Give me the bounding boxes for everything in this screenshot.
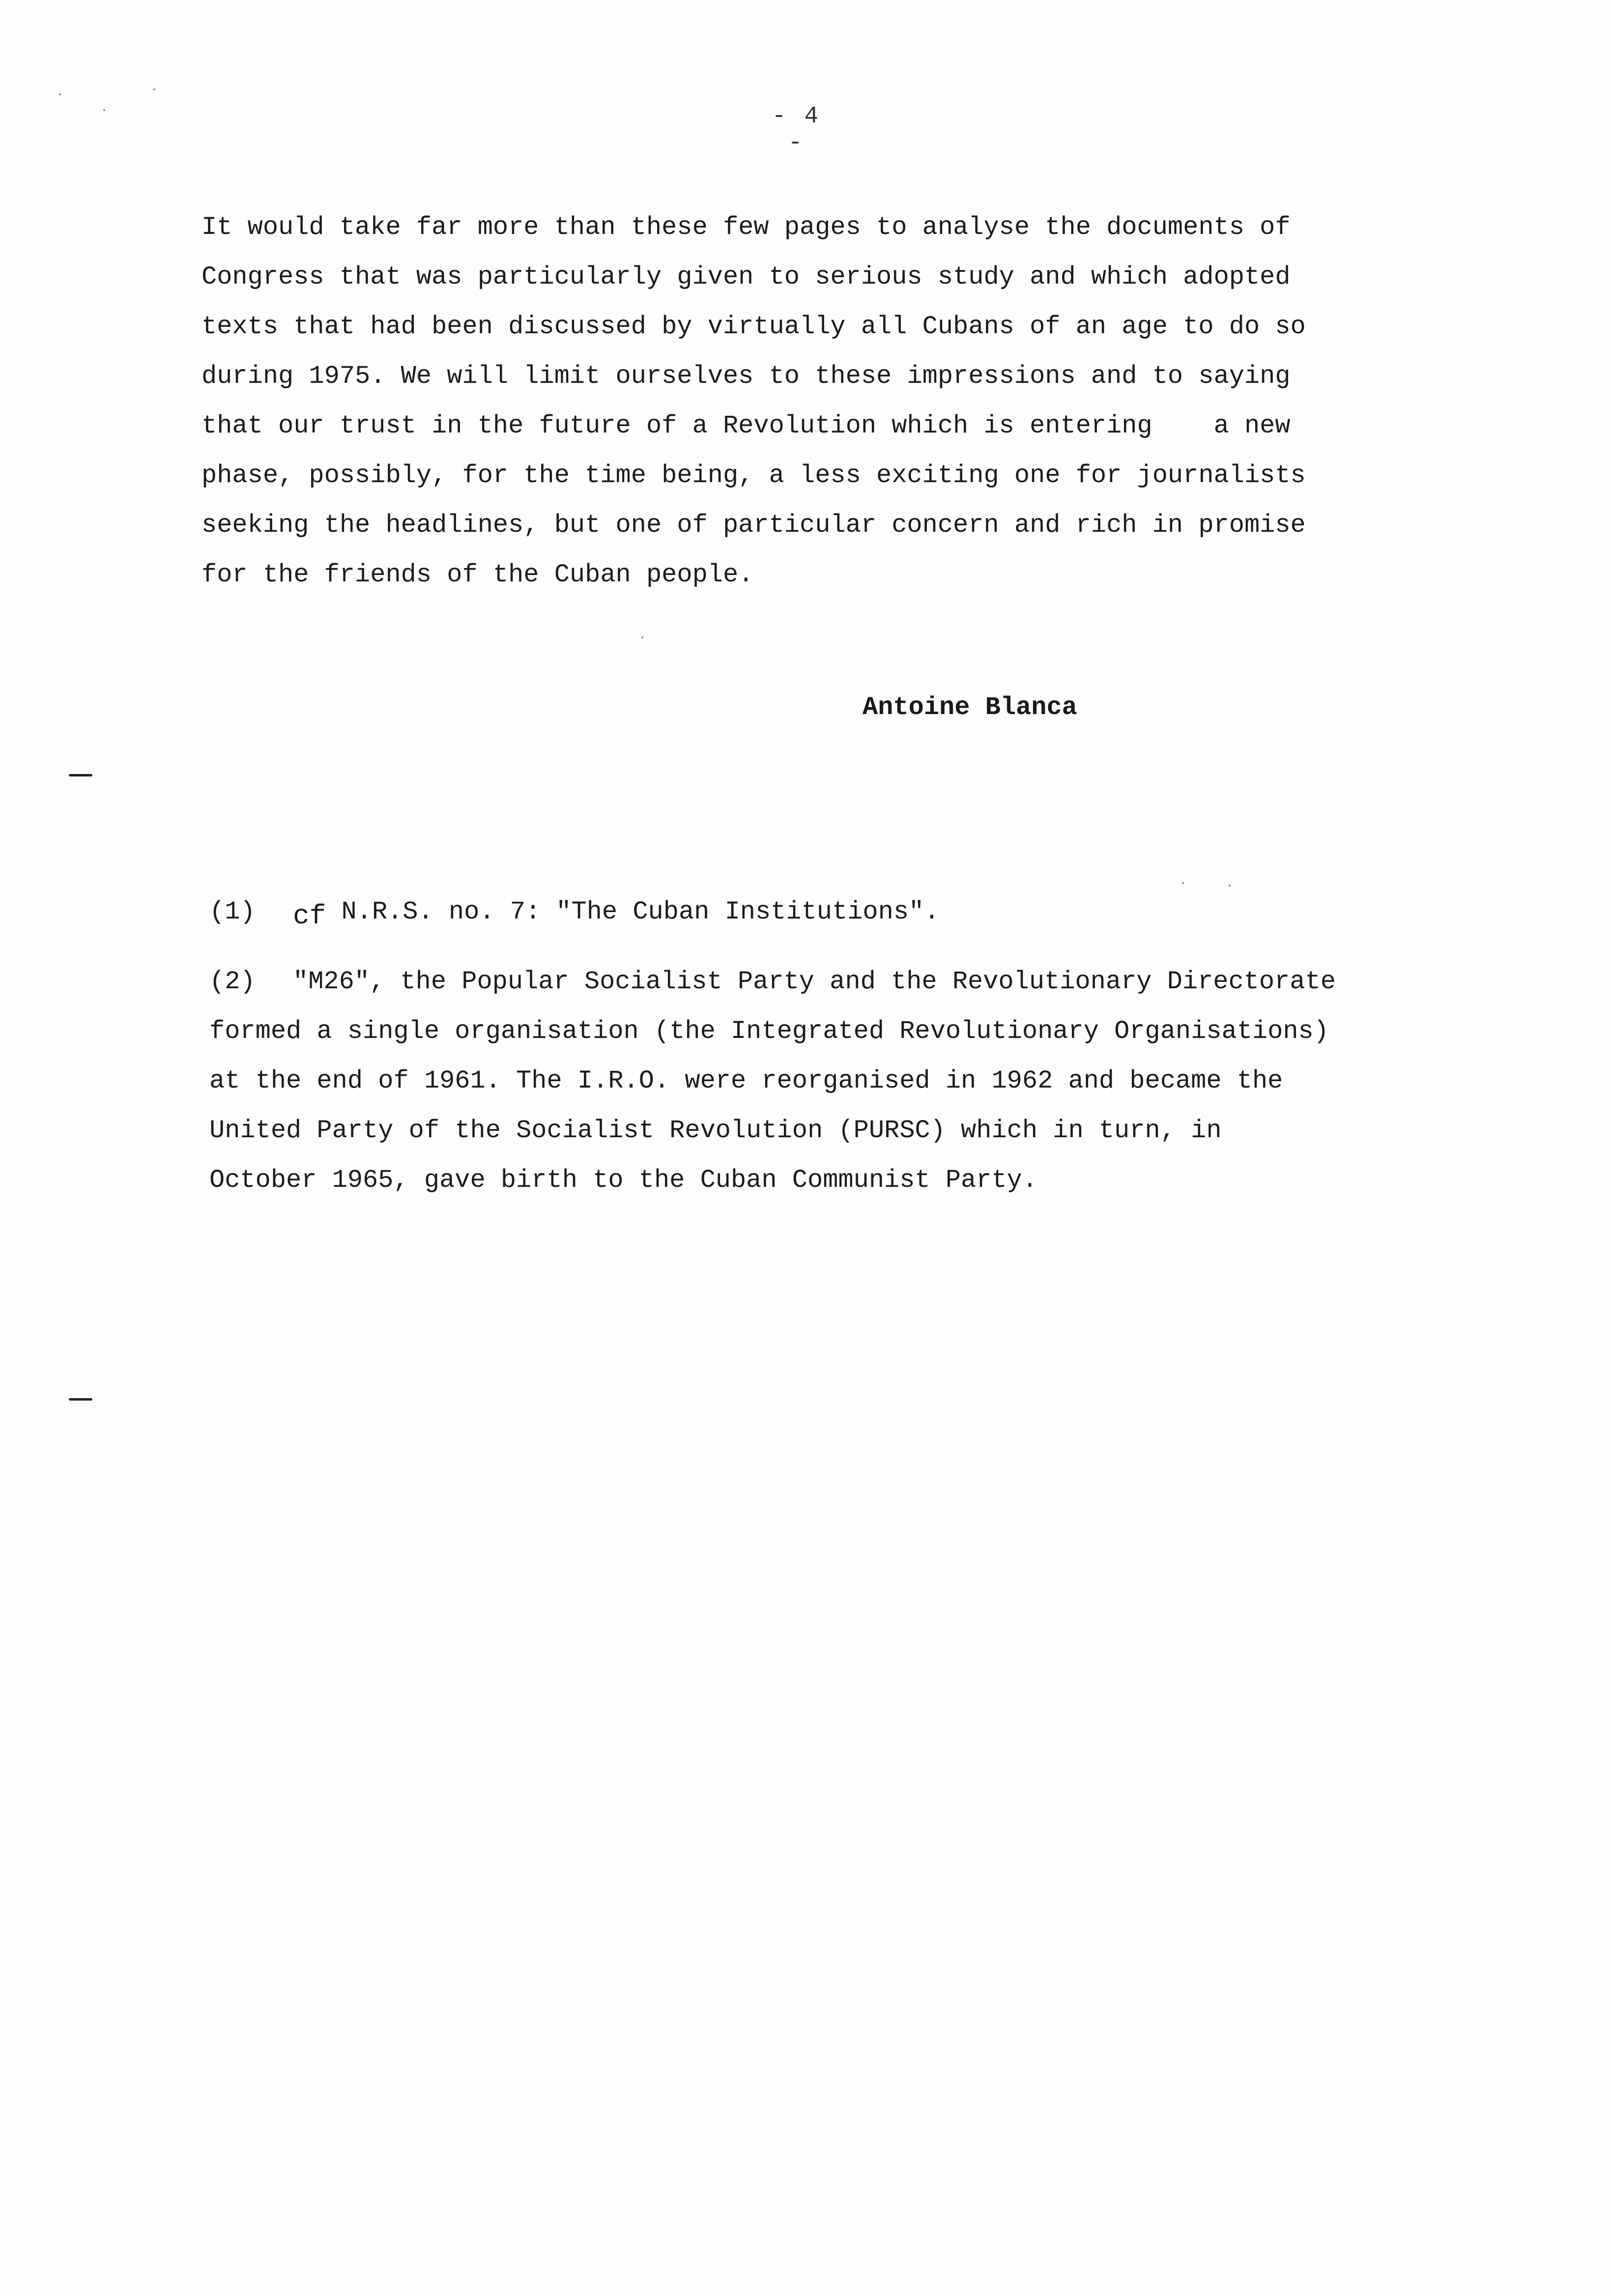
footnote-2 [209,957,1428,1205]
margin-mark-bottom [69,1398,92,1401]
cf-abbreviation: cf [293,900,326,932]
scan-speck [1229,885,1231,887]
footnote-line: at the end of 1961. The I.R.O. were reorganised in 1962 and became the [209,1066,1283,1095]
margin-mark-top [69,774,92,776]
footnote-line: formed a single organisation (the Integrated Revolutionary Organisations) [209,1017,1329,1046]
paragraph-line: during 1975. We will limit ourselves to these impressions and to saying [202,362,1291,391]
paragraph-line: seeking the headlines, but one of particular concern and rich in promise [202,511,1306,540]
footnote-line: October 1965, gave birth to the Cuban Communist Party. [209,1166,1038,1195]
footnote-marker: (2) [209,967,256,996]
paragraph-line: Congress that was particularly given to serious study and which adopted [202,262,1291,291]
scan-speck [59,93,61,95]
footnote-text: "M26", the Popular Socialist Party and the Revolutionary Directorate [293,967,1336,996]
footnote-line [209,887,1428,941]
body-paragraph [202,202,1420,600]
footnote-text: N.R.S. no. 7: "The Cuban Institutions". [341,897,940,926]
paragraph-line: It would take far more than these few pages to analyse the documents of [202,213,1291,242]
footnote-1 [209,887,1428,941]
paragraph-line: for the friends of the Cuban people. [202,560,754,589]
scan-speck [1182,882,1184,884]
author-signature: Antoine Blanca [863,693,1077,722]
footnote-line: United Party of the Socialist Revolution (PURSC) which in turn, in [209,1116,1222,1145]
footnote-line [209,957,1428,1006]
scan-speck [153,88,155,90]
paragraph-line: texts that had been discussed by virtually all Cubans of an age to do so [202,312,1306,341]
footnotes [209,887,1428,1221]
paragraph-line: that our trust in the future of a Revolution which is entering a new [202,411,1291,440]
page-number: - 4 - [772,103,821,156]
paragraph-line: phase, possibly, for the time being, a less exciting one for journalists [202,461,1306,490]
scan-speck [103,109,105,111]
footnote-marker: (1) [209,897,256,926]
scan-speck [641,636,643,638]
